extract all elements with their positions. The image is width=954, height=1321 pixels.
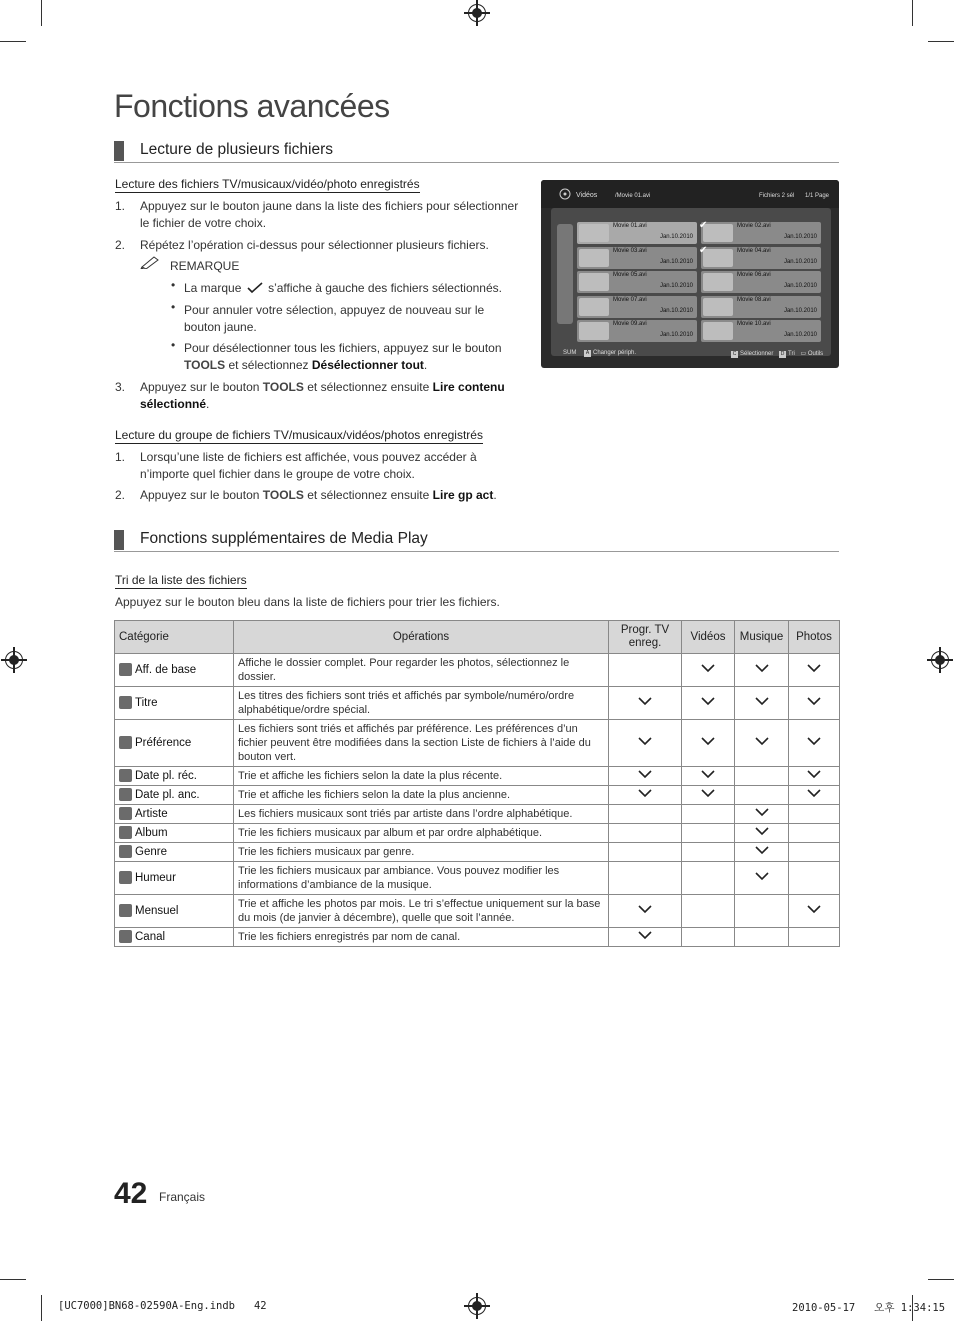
category-label: Aff. de base bbox=[135, 664, 197, 676]
step-text bbox=[140, 487, 520, 504]
chevron-check-icon bbox=[701, 770, 715, 779]
bullet-text bbox=[184, 302, 504, 336]
subsection-heading: Lecture du groupe de fichiers TV/musicaux/vidéos/photos enregistrés bbox=[115, 428, 483, 442]
column-header-photos: Photos bbox=[789, 621, 840, 654]
table-row bbox=[115, 687, 840, 720]
column-header-videos: Vidéos bbox=[682, 621, 735, 654]
screen-selected-count: Fichiers 2 sél bbox=[759, 193, 795, 199]
table-row bbox=[115, 654, 840, 687]
operations-cell: Trie et affiche les fichiers selon la date la plus récente. bbox=[234, 767, 609, 786]
operations-cell: Trie les fichiers enregistrés par nom de canal. bbox=[234, 928, 609, 947]
category-cell bbox=[115, 843, 234, 862]
title-icon bbox=[119, 696, 132, 709]
tools-keyword: TOOLS bbox=[262, 488, 304, 502]
table-row bbox=[115, 805, 840, 824]
step-number: 2. bbox=[115, 238, 126, 252]
videos-cell bbox=[682, 805, 735, 824]
operations-cell: Les fichiers musicaux sont triés par artiste dans l’ordre alphabétique. bbox=[234, 805, 609, 824]
tv-cell bbox=[609, 895, 682, 928]
screen-footer-text: Tri bbox=[788, 351, 795, 357]
chevron-check-icon bbox=[701, 664, 715, 673]
column-header-music: Musique bbox=[735, 621, 789, 654]
step-text-part: Appuyez sur le bouton bbox=[140, 380, 260, 394]
section-heading bbox=[114, 140, 839, 163]
imprint-file: [UC7000]BN68-02590A-Eng.indb 42 bbox=[58, 1300, 267, 1312]
note-label: REMARQUE bbox=[170, 259, 240, 273]
table-row bbox=[115, 862, 840, 895]
screen-file-tile bbox=[577, 271, 697, 293]
videos-cell bbox=[682, 843, 735, 862]
table-row bbox=[115, 720, 840, 767]
step-line: n’importe quel fichier dans le groupe de votre choix. bbox=[140, 467, 415, 481]
music-cell bbox=[735, 687, 789, 720]
d-key-icon: D bbox=[780, 351, 785, 357]
page-title: Fonctions avancées bbox=[114, 88, 390, 124]
music-cell bbox=[735, 786, 789, 805]
tv-cell bbox=[609, 843, 682, 862]
chevron-check-icon bbox=[807, 697, 821, 706]
album-icon bbox=[119, 826, 132, 839]
tv-cell bbox=[609, 720, 682, 767]
section-title: Fonctions supplémentaires de Media Play bbox=[140, 530, 428, 547]
registration-mark-icon bbox=[5, 651, 23, 669]
chevron-check-icon bbox=[807, 770, 821, 779]
column-header-operations: Opérations bbox=[234, 621, 609, 654]
column-header-tv-line: enreg. bbox=[628, 637, 662, 649]
screen-file-title: Movie 08.avi bbox=[737, 296, 771, 303]
music-cell bbox=[735, 720, 789, 767]
c-key-icon: C bbox=[732, 351, 737, 357]
tools-keyword: TOOLS bbox=[262, 380, 304, 394]
film-reel-icon bbox=[559, 188, 571, 200]
step-text: Répétez l’opération ci-dessus pour sélectionner plusieurs fichiers. bbox=[140, 238, 489, 252]
category-cell bbox=[115, 687, 234, 720]
chevron-check-icon bbox=[755, 737, 769, 746]
photos-cell bbox=[789, 786, 840, 805]
photos-cell bbox=[789, 824, 840, 843]
calendar-old-icon bbox=[119, 788, 132, 801]
tools-keyword: TOOLS bbox=[184, 358, 226, 372]
screen-file-tile bbox=[577, 247, 697, 269]
step-number: 3. bbox=[115, 380, 126, 394]
chevron-check-icon bbox=[638, 770, 652, 779]
screen-file-title: Movie 06.avi bbox=[737, 272, 771, 278]
category-cell bbox=[115, 895, 234, 928]
video-thumbnail-icon bbox=[703, 322, 733, 340]
category-label: Genre bbox=[135, 846, 167, 858]
category-cell bbox=[115, 767, 234, 786]
step-number: 2. bbox=[115, 488, 126, 502]
videos-cell bbox=[682, 862, 735, 895]
screen-file-tile bbox=[577, 320, 697, 342]
registration-mark-icon bbox=[468, 4, 486, 22]
bullet-text-part: La marque bbox=[184, 281, 242, 295]
screen-file-tile bbox=[577, 222, 697, 244]
category-cell bbox=[115, 720, 234, 767]
page-number: 42 bbox=[114, 1177, 148, 1210]
bullet-text-part: et sélectionnez bbox=[228, 358, 309, 372]
column-header-category: Catégorie bbox=[115, 621, 234, 654]
screen-page-indicator: 1/1 Page bbox=[805, 193, 830, 199]
step-text bbox=[140, 379, 520, 413]
checkmark-icon: ✔ bbox=[699, 244, 708, 256]
category-label: Humeur bbox=[135, 872, 176, 884]
photos-cell bbox=[789, 720, 840, 767]
step-line bbox=[140, 379, 520, 396]
chevron-check-icon bbox=[807, 664, 821, 673]
folder-icon bbox=[119, 663, 132, 676]
step-line bbox=[140, 396, 520, 413]
screen-file-date: Jan.10.2010 bbox=[783, 307, 817, 314]
bullet-dot: • bbox=[171, 300, 176, 314]
music-cell bbox=[735, 767, 789, 786]
category-label: Album bbox=[135, 827, 168, 839]
tv-cell bbox=[609, 862, 682, 895]
crop-mark bbox=[928, 1279, 954, 1280]
chevron-check-icon bbox=[638, 697, 652, 706]
sort-options-table bbox=[114, 620, 840, 947]
registration-mark-icon bbox=[468, 1297, 486, 1315]
pencil-note-icon bbox=[140, 255, 162, 269]
category-cell bbox=[115, 654, 234, 687]
chevron-check-icon bbox=[755, 827, 769, 836]
section-heading bbox=[114, 529, 839, 552]
step-text-part: et sélectionnez ensuite bbox=[307, 380, 430, 394]
section-bar bbox=[114, 530, 124, 550]
table-row bbox=[115, 786, 840, 805]
screen-file-title: Movie 10.avi bbox=[737, 321, 771, 327]
registration-mark-icon bbox=[931, 651, 949, 669]
bullet-line: bouton jaune. bbox=[184, 320, 257, 334]
genre-icon bbox=[119, 845, 132, 858]
punctuation: . bbox=[493, 488, 497, 502]
screen-file-date: Jan.10.2010 bbox=[783, 332, 817, 338]
table-row bbox=[115, 824, 840, 843]
music-cell bbox=[735, 654, 789, 687]
music-cell bbox=[735, 843, 789, 862]
video-thumbnail-icon bbox=[579, 224, 609, 242]
chevron-check-icon bbox=[701, 697, 715, 706]
bullet-dot: • bbox=[171, 338, 176, 352]
crop-mark bbox=[0, 41, 26, 42]
bullet-line bbox=[184, 357, 514, 374]
chevron-check-icon bbox=[755, 846, 769, 855]
category-cell bbox=[115, 805, 234, 824]
mood-icon bbox=[119, 871, 132, 884]
punctuation: . bbox=[206, 397, 210, 411]
photos-cell bbox=[789, 767, 840, 786]
artist-icon bbox=[119, 807, 132, 820]
bullet-line: Pour désélectionner tous les fichiers, appuyez sur le bouton bbox=[184, 341, 502, 355]
star-icon bbox=[119, 736, 132, 749]
operations-cell: Affiche le dossier complet. Pour regarder les photos, sélectionnez le dossier. bbox=[234, 654, 609, 687]
videos-cell bbox=[682, 654, 735, 687]
screen-file-date: Jan.10.2010 bbox=[659, 332, 693, 338]
operations-cell: Les titres des fichiers sont triés et affichés par symbole/numéro/ordre alphabétique/ordre spécial. bbox=[234, 687, 609, 720]
video-thumbnail-icon bbox=[579, 273, 609, 291]
crop-mark bbox=[928, 41, 954, 42]
menu-option: Lire contenu bbox=[432, 380, 505, 394]
chevron-check-icon bbox=[807, 789, 821, 798]
crop-mark bbox=[912, 0, 913, 26]
chevron-check-icon bbox=[807, 737, 821, 746]
screen-file-title: Movie 03.avi bbox=[613, 247, 647, 254]
a-key-icon: A bbox=[585, 350, 590, 356]
screen-file-tile bbox=[701, 296, 821, 318]
operations-cell: Trie les fichiers musicaux par album et par ordre alphabétique. bbox=[234, 824, 609, 843]
section-bar bbox=[114, 141, 124, 161]
category-label: Titre bbox=[135, 697, 158, 709]
category-cell bbox=[115, 862, 234, 895]
bullet-text bbox=[184, 280, 502, 297]
category-label: Date pl. anc. bbox=[135, 789, 200, 801]
step-text bbox=[140, 198, 520, 232]
step-line: le fichier de votre choix. bbox=[140, 216, 267, 230]
screen-file-title: Movie 04.avi bbox=[737, 247, 771, 254]
photos-cell bbox=[789, 687, 840, 720]
chevron-check-icon bbox=[638, 737, 652, 746]
chevron-check-icon bbox=[701, 789, 715, 798]
table-row bbox=[115, 928, 840, 947]
tools-icon: ▭ bbox=[800, 351, 807, 357]
chevron-check-icon bbox=[638, 789, 652, 798]
operations-cell: Trie les fichiers musicaux par genre. bbox=[234, 843, 609, 862]
punctuation: . bbox=[423, 358, 428, 372]
bullet-dot: • bbox=[171, 278, 176, 292]
table-row bbox=[115, 767, 840, 786]
screen-sort-sidebar bbox=[557, 224, 573, 324]
screen-file-title: Movie 02.avi bbox=[737, 223, 771, 229]
tv-cell bbox=[609, 805, 682, 824]
menu-option: Désélectionner tout bbox=[311, 358, 424, 372]
category-label: Mensuel bbox=[135, 905, 179, 917]
operations-cell: Trie les fichiers musicaux par ambiance. Vous pouvez modifier les informations d’ambiance de la musique. bbox=[234, 862, 609, 895]
screen-category: Vidéos bbox=[576, 192, 598, 199]
step-number: 1. bbox=[115, 199, 126, 213]
screen-file-tile bbox=[701, 271, 821, 293]
screen-footer-left bbox=[563, 350, 636, 357]
music-cell bbox=[735, 824, 789, 843]
videos-cell bbox=[682, 928, 735, 947]
chevron-check-icon bbox=[755, 872, 769, 881]
category-cell bbox=[115, 786, 234, 805]
screen-file-tile bbox=[701, 320, 821, 342]
photos-cell bbox=[789, 862, 840, 895]
bullet-text bbox=[184, 340, 514, 374]
video-thumbnail-icon bbox=[703, 273, 733, 291]
table-header-row bbox=[115, 621, 840, 654]
video-thumbnail-icon bbox=[703, 298, 733, 316]
photos-cell bbox=[789, 895, 840, 928]
category-cell bbox=[115, 824, 234, 843]
operations-cell: Les fichiers sont triés et affichés par préférence. Les préférences d’un fichier peuvent être modifiées dans la section Liste de fichiers à l’aide du bouton vert. bbox=[234, 720, 609, 767]
channel-icon bbox=[119, 930, 132, 943]
screen-footer-text: Outils bbox=[807, 351, 824, 357]
screen-file-date: Jan.10.2010 bbox=[783, 234, 817, 240]
tv-cell bbox=[609, 654, 682, 687]
screen-file-title: Movie 07.avi bbox=[613, 296, 647, 303]
tv-cell bbox=[609, 824, 682, 843]
step-text-part: et sélectionnez ensuite bbox=[307, 488, 430, 502]
category-cell bbox=[115, 928, 234, 947]
table-body bbox=[115, 654, 840, 947]
screen-footer-right bbox=[731, 350, 823, 358]
screen-file-date: Jan.10.2010 bbox=[783, 258, 817, 265]
screen-file-tile bbox=[701, 222, 821, 244]
screen-file-date: Jan.10.2010 bbox=[783, 283, 817, 289]
section-title: Lecture de plusieurs fichiers bbox=[140, 141, 333, 158]
screen-file-tile bbox=[699, 244, 821, 269]
screen-file-date: Jan.10.2010 bbox=[659, 307, 693, 314]
calendar-recent-icon bbox=[119, 769, 132, 782]
photos-cell bbox=[789, 805, 840, 824]
imprint-date: 2010-05-17 오후 1:34:15 bbox=[792, 1302, 946, 1314]
intro-text: Appuyez sur le bouton bleu dans la liste de fichiers pour trier les fichiers. bbox=[115, 595, 500, 609]
videos-cell bbox=[682, 824, 735, 843]
screen-file-date: Jan.10.2010 bbox=[659, 234, 693, 240]
chevron-check-icon bbox=[755, 808, 769, 817]
table-row bbox=[115, 843, 840, 862]
tv-cell bbox=[609, 767, 682, 786]
screen-file-title: Movie 05.avi bbox=[613, 272, 647, 278]
screen-footer-text: SUM bbox=[563, 350, 577, 356]
photos-cell bbox=[789, 843, 840, 862]
screen-footer-text: Changer périph. bbox=[593, 350, 637, 356]
step-text bbox=[140, 449, 520, 483]
chevron-check-icon bbox=[638, 905, 652, 914]
screen-file-title: Movie 01.avi bbox=[613, 223, 647, 229]
checkmark-icon: ✔ bbox=[699, 220, 708, 231]
video-thumbnail-icon bbox=[579, 322, 609, 340]
music-cell bbox=[735, 895, 789, 928]
step-line: Appuyez sur le bouton jaune dans la liste des fichiers pour sélectionner bbox=[140, 199, 519, 213]
tv-cell bbox=[609, 687, 682, 720]
videos-cell bbox=[682, 720, 735, 767]
menu-option: sélectionné bbox=[140, 397, 207, 411]
videos-cell bbox=[682, 895, 735, 928]
menu-option: Lire gp act bbox=[432, 488, 494, 502]
step-text-part: Appuyez sur le bouton bbox=[140, 488, 260, 502]
videos-cell bbox=[682, 767, 735, 786]
tv-cell bbox=[609, 786, 682, 805]
music-cell bbox=[735, 805, 789, 824]
chevron-check-icon bbox=[755, 697, 769, 706]
column-header-tv bbox=[609, 621, 682, 654]
monthly-icon bbox=[119, 904, 132, 917]
step-line: Lorsqu’une liste de fichiers est affichée, vous pouvez accéder à bbox=[140, 450, 477, 464]
video-thumbnail-icon bbox=[703, 224, 733, 242]
crop-mark bbox=[41, 0, 42, 26]
screen-file-title: Movie 09.avi bbox=[613, 321, 647, 327]
video-thumbnail-icon bbox=[579, 298, 609, 316]
photos-cell bbox=[789, 928, 840, 947]
videos-cell bbox=[682, 786, 735, 805]
bullet-text-part: s’affiche à gauche des fichiers sélectionnés. bbox=[268, 281, 502, 295]
subsection-heading: Tri de la liste des fichiers bbox=[115, 573, 247, 587]
bullet-line: Pour annuler votre sélection, appuyez de nouveau sur le bbox=[184, 303, 485, 317]
videos-cell bbox=[682, 687, 735, 720]
screen-footer-text: Sélectionner bbox=[740, 351, 774, 357]
category-label: Préférence bbox=[135, 737, 192, 749]
screen-file-date: Jan.10.2010 bbox=[659, 283, 693, 289]
chevron-check-icon bbox=[638, 931, 652, 940]
page-language: Français bbox=[159, 1190, 206, 1204]
video-thumbnail-icon bbox=[579, 249, 609, 267]
tv-cell bbox=[609, 928, 682, 947]
category-label: Artiste bbox=[135, 808, 168, 820]
checkmark-icon bbox=[247, 282, 263, 294]
crop-mark bbox=[41, 1295, 42, 1321]
category-label: Date pl. réc. bbox=[135, 770, 197, 782]
crop-mark bbox=[0, 1279, 26, 1280]
category-label: Canal bbox=[135, 931, 166, 943]
tv-screenshot bbox=[541, 180, 839, 368]
step-number: 1. bbox=[115, 450, 126, 464]
operations-cell: Trie et affiche les photos par mois. Le tri s’effectue uniquement sur la base du mois (de janvier à décembre), quelle que soit l’année. bbox=[234, 895, 609, 928]
chevron-check-icon bbox=[755, 664, 769, 673]
video-thumbnail-icon bbox=[703, 249, 733, 267]
music-cell bbox=[735, 862, 789, 895]
subsection-heading: Lecture des fichiers TV/musicaux/vidéo/photo enregistrés bbox=[115, 177, 420, 191]
table-row bbox=[115, 895, 840, 928]
chevron-check-icon bbox=[701, 737, 715, 746]
column-header-tv-line: Progr. TV bbox=[620, 624, 670, 636]
chevron-check-icon bbox=[807, 905, 821, 914]
operations-cell: Trie et affiche les fichiers selon la date la plus ancienne. bbox=[234, 786, 609, 805]
screen-file-date: Jan.10.2010 bbox=[659, 258, 693, 265]
screen-path: /Movie 01.avi bbox=[615, 193, 651, 199]
music-cell bbox=[735, 928, 789, 947]
photos-cell bbox=[789, 654, 840, 687]
screen-file-tile bbox=[577, 296, 697, 318]
